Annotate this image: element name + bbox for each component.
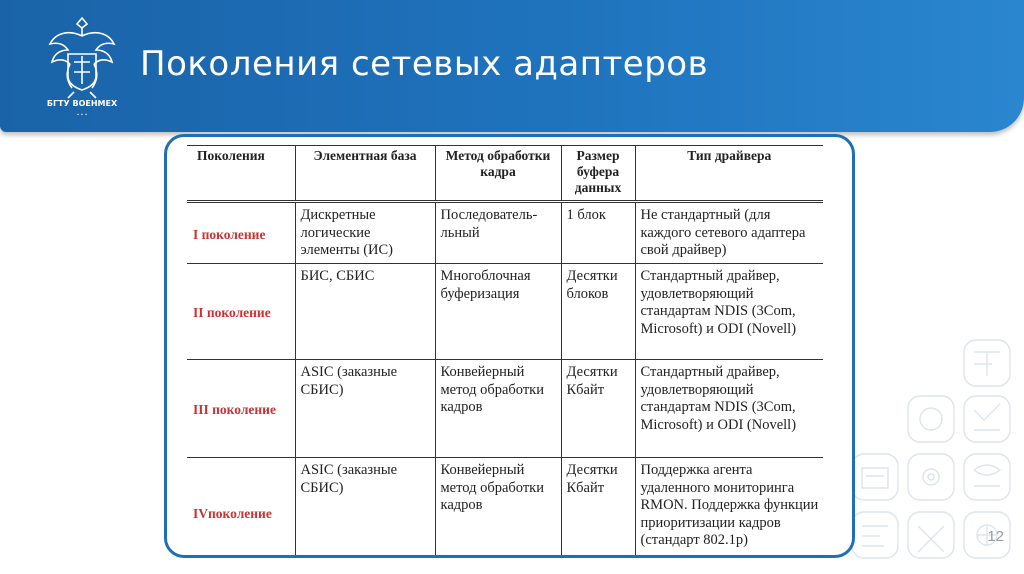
header-method: Метод обработки кадра xyxy=(435,146,561,202)
cell-base: Дискретные логические элементы (ИС) xyxy=(295,202,435,264)
table-header-row xyxy=(187,146,823,202)
cell-method: Многоблочная буферизация xyxy=(435,264,561,360)
cell-method: Конвейерный метод обработки кадров xyxy=(435,458,561,559)
cell-base: ASIC (заказные СБИС) xyxy=(295,458,435,559)
generation-label: II поколение xyxy=(187,264,295,360)
generation-label: III поколение xyxy=(187,360,295,458)
cell-base: ASIC (заказные СБИС) xyxy=(295,360,435,458)
cell-driver: Поддержка агента удаленного мониторинга RMON. Поддержка функции приоритизации кадров (стандарт 802.1p) xyxy=(635,458,823,559)
cell-driver: Не стандартный (для каждого сетевого адаптера свой драйвер) xyxy=(635,202,823,264)
header-base: Элементная база xyxy=(295,146,435,202)
table-row xyxy=(187,458,823,559)
table-row xyxy=(187,360,823,458)
cell-buffer: Десятки Кбайт xyxy=(561,458,635,559)
university-crest-icon xyxy=(44,14,120,122)
slide-title: Поколения сетевых адаптеров xyxy=(140,44,709,84)
svg-text:БГТУ ВОЕНМЕХ: БГТУ ВОЕНМЕХ xyxy=(46,99,118,108)
cell-method: Конвейерный метод обработки кадров xyxy=(435,360,561,458)
header-generation: Поколения xyxy=(187,146,295,202)
cell-method: Последователь-льный xyxy=(435,202,561,264)
title-bar xyxy=(0,0,1024,132)
cell-driver: Стандартный драйвер, удовлетворяющий стандартам NDIS (3Com, Microsoft) и ODI (Novell) xyxy=(635,264,823,360)
table-row xyxy=(187,264,823,360)
cell-buffer: Десятки блоков xyxy=(561,264,635,360)
generations-table xyxy=(187,145,823,558)
svg-text:• • •: • • • xyxy=(76,113,88,118)
generation-label: I поколение xyxy=(187,202,295,264)
header-driver: Тип драйвера xyxy=(635,146,823,202)
cell-driver: Стандартный драйвер, удовлетворяющий стандартам NDIS (3Com, Microsoft) и ODI (Novell) xyxy=(635,360,823,458)
header-buffer: Размер буфера данных xyxy=(561,146,635,202)
page-number: 12 xyxy=(987,528,1004,545)
cell-base: БИС, СБИС xyxy=(295,264,435,360)
generation-label: IVпоколение xyxy=(187,458,295,559)
table-frame xyxy=(164,134,855,558)
cell-buffer: Десятки Кбайт xyxy=(561,360,635,458)
table-row xyxy=(187,202,823,264)
cell-buffer: 1 блок xyxy=(561,202,635,264)
